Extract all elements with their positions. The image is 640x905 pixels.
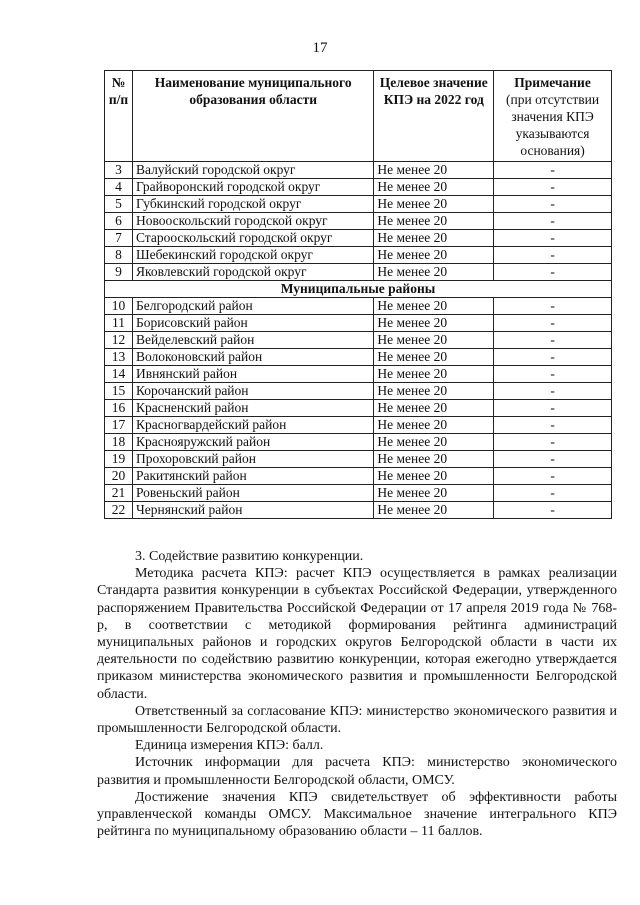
table-row: [105, 298, 612, 315]
table-row: [105, 213, 612, 230]
target-value: Не менее 20: [374, 434, 494, 451]
row-number: 22: [105, 502, 133, 519]
row-number: 12: [105, 332, 133, 349]
municipality-name: Грайворонский городской округ: [132, 179, 373, 196]
target-value: Не менее 20: [374, 298, 494, 315]
note-cell: -: [494, 485, 612, 502]
note-cell: -: [494, 230, 612, 247]
paragraph: Единица измерения КПЭ: балл.: [135, 738, 324, 754]
header-note: [494, 71, 612, 162]
municipality-name: Корочанский район: [132, 383, 373, 400]
municipality-name: Краснояружский район: [132, 434, 373, 451]
target-value: Не менее 20: [374, 264, 494, 281]
table-row: [105, 502, 612, 519]
row-number: 7: [105, 230, 133, 247]
paragraph: 3. Содействие развитию конкуренции.: [135, 549, 364, 564]
paragraph: Ответственный за согласование КПЭ: министерство экономического развития и промышленности Белгородской области.: [97, 703, 617, 737]
note-cell: -: [494, 213, 612, 230]
table-row: [105, 485, 612, 502]
header-note-sub: (при отсутствии значения КПЭ указываются основания): [506, 92, 600, 158]
municipality-name: Борисовский район: [132, 315, 373, 332]
target-value: Не менее 20: [374, 349, 494, 366]
row-number: 14: [105, 366, 133, 383]
table-row: [105, 349, 612, 366]
municipality-name: Чернянский район: [132, 502, 373, 519]
municipality-name: Старооскольский городской округ: [132, 230, 373, 247]
row-number: 17: [105, 417, 133, 434]
header-num: № п/п: [105, 71, 133, 162]
row-number: 10: [105, 298, 133, 315]
note-cell: -: [494, 502, 612, 519]
table-row: [105, 400, 612, 417]
target-value: Не менее 20: [374, 417, 494, 434]
note-cell: -: [494, 349, 612, 366]
row-number: 21: [105, 485, 133, 502]
municipality-name: Красненский район: [132, 400, 373, 417]
table-row: [105, 417, 612, 434]
municipality-name: Вейделевский район: [132, 332, 373, 349]
target-value: Не менее 20: [374, 247, 494, 264]
municipality-name: Ровеньский район: [132, 485, 373, 502]
table-row: [105, 434, 612, 451]
note-cell: -: [494, 162, 612, 179]
table-section: [105, 281, 612, 298]
row-number: 19: [105, 451, 133, 468]
municipality-name: Шебекинский городской округ: [132, 247, 373, 264]
row-number: 18: [105, 434, 133, 451]
municipality-name: Красногвардейский район: [132, 417, 373, 434]
row-number: 3: [105, 162, 133, 179]
table-row: [105, 451, 612, 468]
table-body-districts: [105, 298, 612, 519]
municipality-name: Губкинский городской округ: [132, 196, 373, 213]
note-cell: -: [494, 315, 612, 332]
target-value: Не менее 20: [374, 196, 494, 213]
municipality-name: Новооскольский городской округ: [132, 213, 373, 230]
target-value: Не менее 20: [374, 162, 494, 179]
municipality-name: Ракитянский район: [132, 468, 373, 485]
table-row: [105, 332, 612, 349]
target-value: Не менее 20: [374, 179, 494, 196]
target-value: Не менее 20: [374, 213, 494, 230]
target-value: Не менее 20: [374, 383, 494, 400]
kpe-table: [104, 70, 612, 519]
paragraph: Источник информации для расчета КПЭ: министерство экономического развития и промышленности Белгородской области, ОМСУ.: [97, 755, 617, 788]
row-number: 20: [105, 468, 133, 485]
table-header-row: [105, 71, 612, 162]
target-value: Не менее 20: [374, 230, 494, 247]
header-value: Целевое значение КПЭ на 2022 год: [374, 71, 494, 162]
paragraph: Достижение значения КПЭ свидетельствует об эффективности работы управленческой команды ОМСУ. Максимальное значение интегрального КПЭ рейтинга по муниципальному образованию области – 11 баллов.: [97, 789, 617, 840]
note-cell: -: [494, 400, 612, 417]
municipality-name: Белгородский район: [132, 298, 373, 315]
table-row: [105, 383, 612, 400]
row-number: 5: [105, 196, 133, 213]
table-row: [105, 247, 612, 264]
target-value: Не менее 20: [374, 468, 494, 485]
row-number: 8: [105, 247, 133, 264]
row-number: 11: [105, 315, 133, 332]
note-cell: -: [494, 434, 612, 451]
row-number: 9: [105, 264, 133, 281]
municipality-name: Яковлевский городской округ: [132, 264, 373, 281]
target-value: Не менее 20: [374, 400, 494, 417]
table-row: [105, 179, 612, 196]
table-row: [105, 366, 612, 383]
municipality-name: Валуйский городской округ: [132, 162, 373, 179]
note-cell: -: [494, 366, 612, 383]
note-cell: -: [494, 196, 612, 213]
municipality-name: Ивнянский район: [132, 366, 373, 383]
note-cell: -: [494, 451, 612, 468]
target-value: Не менее 20: [374, 502, 494, 519]
table-row: [105, 196, 612, 213]
table-row: [105, 264, 612, 281]
table-row: [105, 230, 612, 247]
note-cell: -: [494, 179, 612, 196]
note-cell: -: [494, 264, 612, 281]
target-value: Не менее 20: [374, 366, 494, 383]
note-cell: -: [494, 383, 612, 400]
row-number: 13: [105, 349, 133, 366]
body-text: [97, 548, 617, 840]
note-cell: -: [494, 468, 612, 485]
municipality-name: Волоконовский район: [132, 349, 373, 366]
paragraph: Методика расчета КПЭ: расчет КПЭ осуществляется в рамках реализации Стандарта развития конкуренции в субъектах Российской Федерации, утвержденного распоряжением Правительства Российской Федерации от 17 апреля 2019 года № 768-р, в соответствии с методикой формирования рейтинга администраций муниципальных районов и городских округов Белгородской области в части их деятельности по содействию развитию конкуренции, которая ежегодно утверждается приказом министерства экономического развития и промышленности Белгородской области.: [97, 566, 617, 702]
target-value: Не менее 20: [374, 485, 494, 502]
target-value: Не менее 20: [374, 315, 494, 332]
row-number: 15: [105, 383, 133, 400]
table-row: [105, 162, 612, 179]
row-number: 6: [105, 213, 133, 230]
table-row: [105, 315, 612, 332]
target-value: Не менее 20: [374, 451, 494, 468]
note-cell: -: [494, 417, 612, 434]
note-cell: -: [494, 332, 612, 349]
row-number: 16: [105, 400, 133, 417]
target-value: Не менее 20: [374, 332, 494, 349]
row-number: 4: [105, 179, 133, 196]
header-name: Наименование муниципального образования области: [132, 71, 373, 162]
page-number: 17: [312, 40, 328, 56]
note-cell: -: [494, 298, 612, 315]
municipality-name: Прохоровский район: [132, 451, 373, 468]
section-title: Муниципальные районы: [105, 281, 612, 298]
note-cell: -: [494, 247, 612, 264]
section-row: [105, 281, 612, 298]
table-row: [105, 468, 612, 485]
header-note-title: Примечание: [514, 75, 591, 90]
table-body-city-districts: [105, 162, 612, 281]
